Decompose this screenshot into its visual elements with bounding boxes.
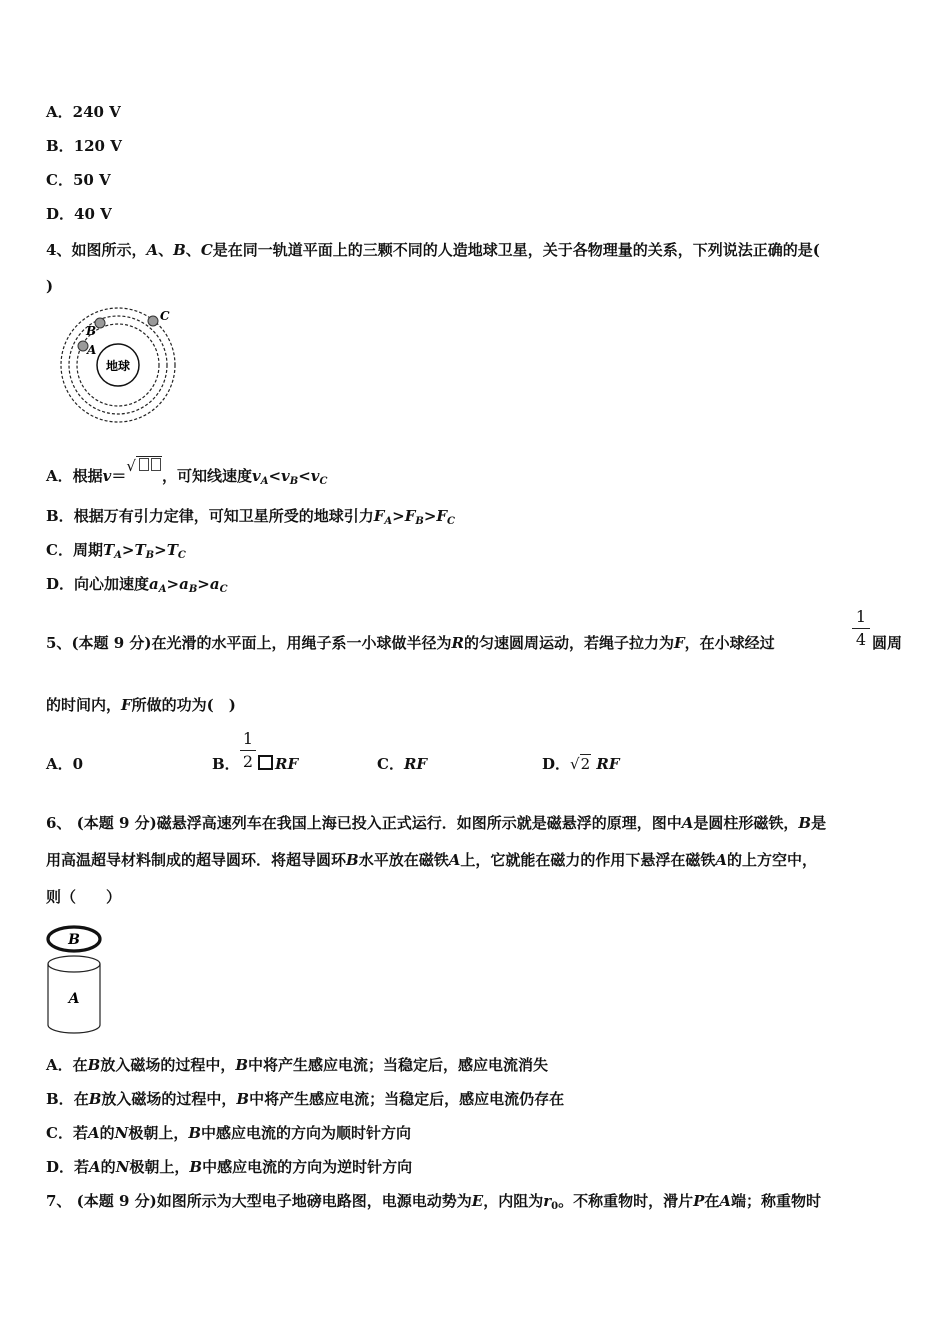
q6-stem-line3: 则（ ） (46, 888, 122, 906)
q4-orbit-figure (55, 305, 180, 423)
q6-option-b: B．在B放入磁场的过程中，B中将产生感应电流；当稳定后，感应电流仍存在 (46, 1090, 565, 1108)
q6-option-a: A．在B放入磁场的过程中，B中将产生感应电流；当稳定后，感应电流消失 (46, 1056, 549, 1074)
magnet-bottom-arc (48, 1025, 100, 1033)
satellite-c (148, 316, 158, 326)
q7-stem-line1: 7、 (本题 9 分)如图所示为大型电子地磅电路图，电源电动势为E，内阻为$r_0$。不称重物时，滑片P在A端；称重物时 (46, 1192, 822, 1212)
q5-option-a: A．0 (46, 755, 84, 773)
q4-option-a: A．根据v＝√，可知线速度$v_A<v_B<v_C$ (46, 457, 328, 487)
satellite-b-label: B (86, 324, 97, 338)
q3-option-d: D．40 V (46, 205, 112, 223)
sqrt-two: √2 (570, 755, 591, 773)
q6-option-c: C．若A的N极朝上，B中感应电流的方向为顺时针方向 (46, 1124, 412, 1142)
placeholder-box-icon (258, 755, 273, 770)
q5-fraction-one-quarter: 1 4 (852, 608, 870, 649)
q5-stem-line1: 5、(本题 9 分)在光滑的水平面上，用绳子系一小球做半径为R的匀速圆周运动，若绳子拉力为F，在小球经过 (46, 634, 775, 652)
q6-magnet-figure (44, 922, 106, 1036)
q6-stem-line2: 用高温超导材料制成的超导圆环．将超导圆环B水平放在磁铁A上，它就能在磁力的作用下悬浮在磁铁A的上方空中， (46, 851, 818, 869)
q6-stem-line1: 6、 (本题 9 分)磁悬浮高速列车在我国上海已投入正式运行．如图所示就是磁悬浮的原理，图中A是圆柱形磁铁，B是 (46, 814, 827, 832)
q5-stem-line2: 的时间内，F所做的功为( ) (46, 696, 236, 714)
q3-option-a: A．240 V (46, 103, 121, 121)
satellite-c-label: C (160, 309, 170, 323)
ring-label: B (68, 932, 80, 948)
q4-stem-line1: 4、如图所示，A、B、C是在同一轨道平面上的三颗不同的人造地球卫星，关于各物理量的关系，下列说法正确的是( (46, 241, 820, 259)
q5-option-d: D．√2 RF (542, 755, 620, 773)
satellite-a-label: A (87, 343, 97, 357)
q3-option-b: B．120 V (46, 137, 122, 155)
earth-label: 地球 (105, 359, 131, 373)
q4-option-d: D．向心加速度$a_A>a_B>a_C$ (46, 575, 228, 595)
magnet-label: A (68, 991, 80, 1007)
q4-option-b: B．根据万有引力定律，可知卫星所受的地球引力$F_A>F_B>F_C$ (46, 507, 456, 527)
q5-option-b-key: B． (212, 755, 240, 773)
q5-stem-tail: 圆周 (872, 634, 903, 652)
q4-option-c: C．周期$T_A>T_B>T_C$ (46, 541, 186, 561)
q4-stem-line2: ) (46, 277, 54, 295)
satellite-b (95, 318, 105, 328)
q5-fraction-one-half: 1 2 (240, 730, 256, 771)
q6-option-d: D．若A的N极朝上，B中感应电流的方向为逆时针方向 (46, 1158, 413, 1176)
q3-option-c: C．50 V (46, 171, 111, 189)
magnet-top-ellipse (48, 956, 100, 972)
q5-option-b-value: RF (258, 754, 298, 774)
q5-option-c: C．RF (377, 755, 428, 773)
sqrt-formula: √ (126, 456, 162, 476)
